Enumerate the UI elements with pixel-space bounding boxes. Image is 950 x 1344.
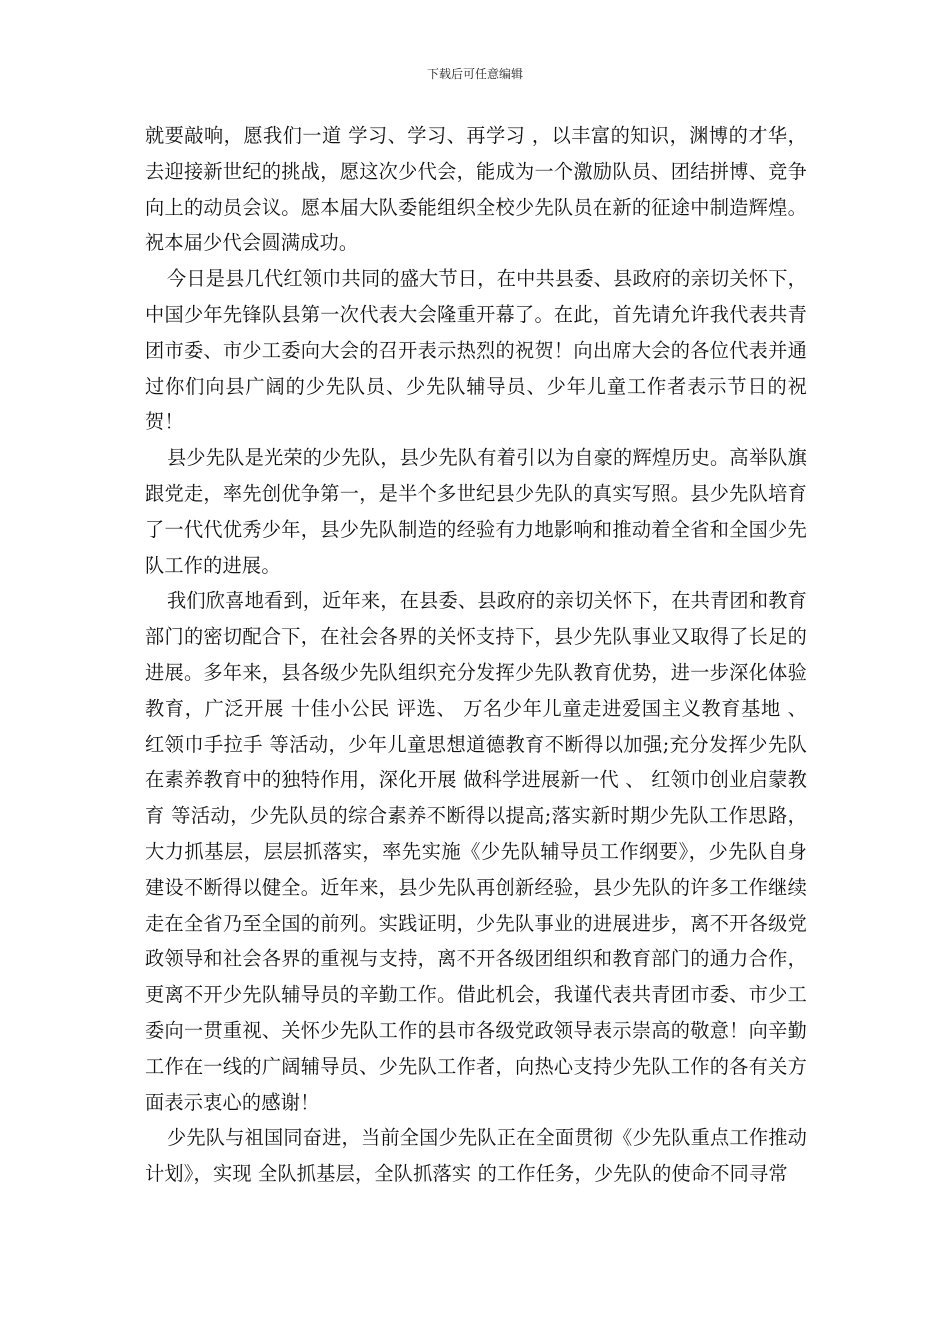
paragraph-3: 县少先队是光荣的少先队，县少先队有着引以为自豪的辉煌历史。高举队旗跟党走，率先创优争第一，是半个多世纪县少先队的真实写照。县少先队培育了一代代优秀少年，县少先队制造的经验有力地影响和推动着全省和全国少先队工作的进展。 [145,446,807,577]
page-header: 下载后可任意编辑 [426,67,523,81]
paragraph-4: 我们欣喜地看到，近年来，在县委、县政府的亲切关怀下，在共青团和教育部门的密切配合下，在社会各界的关怀支持下，县少先队事业又取得了长足的进展。多年来，县各级少先队组织充分发挥少先队教育优势，进一步深化体验教育，广泛开展 十佳小公民 评选、 万名少年儿童走进爱国主义教育基地 、红领巾手拉手 等活动，少年儿童思想道德教育不断得以加强;充分发挥少先队在素养教育中的独特作用，深化开展 做科学进展新一代 、 红领巾创业启蒙教育 等活动，少先队员的综合素养不断得以提高;落实新时期少先队工作思路，大力抓基层，层层抓落实，率先实施《少先队辅导员工作纲要》，少先队自身建设不断得以健全。近年来，县少先队再创新经验，县少先队的许多工作继续走在全省乃至全国的前列。实践证明，少先队事业的进展进步，离不开各级党政领导和社会各界的重视与支持，离不开各级团组织和教育部门的通力合作，更离不开少先队辅导员的辛勤工作。借此机会，我谨代表共青团市委、市少工委向一贯重视、关怀少先队工作的县市各级党政领导表示崇高的敬意！向辛勤工作在一线的广阔辅导员、少先队工作者，向热心支持少先队工作的各有关方面表示衷心的感谢！ [145,589,807,1114]
paragraph-5: 少先队与祖国同奋进，当前全国少先队正在全面贯彻《少先队重点工作推动计划》，实现 全队抓基层，全队抓落实 的工作任务，少先队的使命不同寻常 [145,1126,807,1186]
document-body [145,118,807,1192]
paragraph-1: 就要敲响，愿我们一道 学习、学习、再学习 ，以丰富的知识，渊博的才华，去迎接新世纪的挑战，愿这次少代会，能成为一个激励队员、团结拼博、竞争向上的动员会议。愿本届大队委能组织全校少先队员在新的征途中制造辉煌。祝本届少代会圆满成功。 [145,124,807,255]
paragraph-2: 今日是县几代红领巾共同的盛大节日，在中共县委、县政府的亲切关怀下，中国少年先锋队县第一次代表大会隆重开幕了。在此，首先请允许我代表共青团市委、市少工委向大会的召开表示热烈的祝贺！向出席大会的各位代表并通过你们向县广阔的少先队员、少先队辅导员、少年儿童工作者表示节日的祝贺！ [145,267,807,434]
